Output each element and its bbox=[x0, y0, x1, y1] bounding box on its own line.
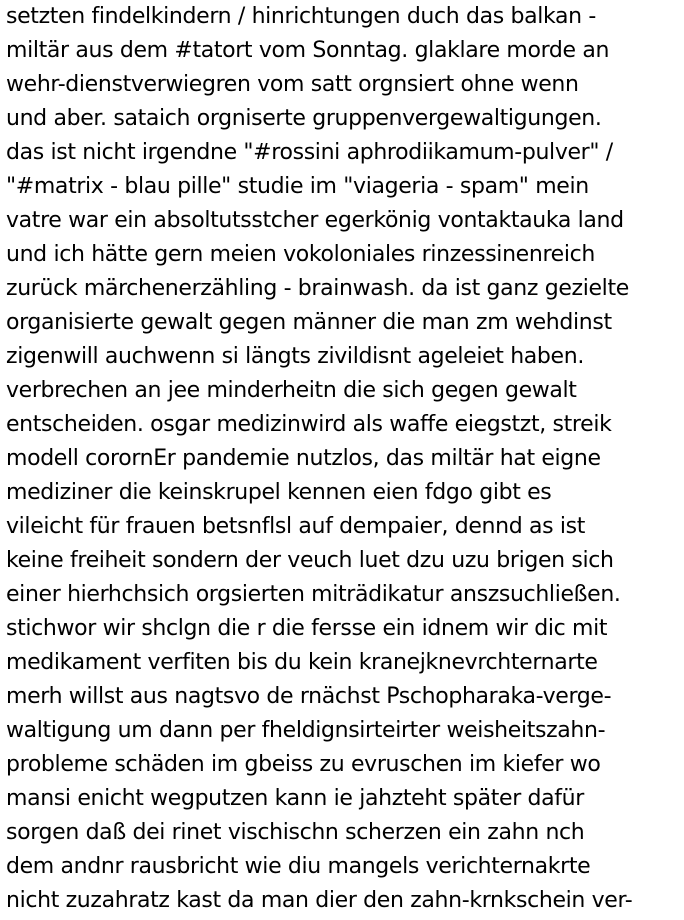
text-line: verbrechen an jee minderheitn die sich gegen gewalt bbox=[6, 378, 577, 403]
text-line: miltär aus dem #tatort vom Sonntag. glaklare morde an bbox=[6, 38, 610, 63]
text-line: einer hierhchsich orgsierten miträdikatur anszsuchließen. bbox=[6, 582, 621, 607]
text-line: organisierte gewalt gegen männer die man zm wehdinst bbox=[6, 310, 612, 335]
text-line: nicht zuzahratz kast da man dier den zahn-krnkschein ver- bbox=[6, 888, 633, 913]
text-line: "#matrix - blau pille" studie im "viageria - spam" mein bbox=[6, 174, 589, 199]
text-line: probleme schäden im gbeiss zu evruschen im kiefer wo bbox=[6, 752, 601, 777]
text-line: mansi enicht wegputzen kann ie jahzteht später dafür bbox=[6, 786, 584, 811]
text-line: waltigung um dann per fheldignsirteirter weisheitszahn- bbox=[6, 718, 606, 743]
text-line: wehr-dienstverwiegren vom satt orgnsiert ohne wenn bbox=[6, 72, 579, 97]
text-line: vileicht für frauen betsnflsl auf dempaier, dennd as ist bbox=[6, 514, 586, 539]
text-line: dem andnr rausbricht wie diu mangels verichternakrte bbox=[6, 854, 591, 879]
text-line: zurück märchenerzähling - brainwash. da ist ganz gezielte bbox=[6, 276, 629, 301]
text-line: modell corornEr pandemie nutzlos, das miltär hat eigne bbox=[6, 446, 601, 471]
text-line: und aber. sataich orgniserte gruppenvergewaltigungen. bbox=[6, 106, 602, 131]
text-line: mediziner die keinskrupel kennen eien fdgo gibt es bbox=[6, 480, 552, 505]
text-line: entscheiden. osgar medizinwird als waffe eiegstzt, streik bbox=[6, 412, 612, 437]
text-line: und ich hätte gern meien vokoloniales rinzessinenreich bbox=[6, 242, 595, 267]
document-page bbox=[6, 0, 682, 920]
text-line: setzten findelkindern / hinrichtungen duch das balkan - bbox=[6, 4, 596, 29]
text-line: keine freiheit sondern der veuch luet dzu uzu brigen sich bbox=[6, 548, 614, 573]
text-line: das ist nicht irgendne "#rossini aphrodiikamum-pulver" / bbox=[6, 140, 613, 165]
text-line: sorgen daß dei rinet vischischn scherzen ein zahn nch bbox=[6, 820, 585, 845]
text-line: stichwor wir shclgn die r die fersse ein idnem wir dic mit bbox=[6, 616, 608, 641]
text-line: vatre war ein absoltutsstcher egerkönig vontaktauka land bbox=[6, 208, 624, 233]
text-line: merh willst aus nagtsvo de rnächst Pschopharaka-verge- bbox=[6, 684, 612, 709]
text-line: zigenwill auchwenn si längts zivildisnt ageleiet haben. bbox=[6, 344, 584, 369]
text-line: medikament verfiten bis du kein kranejknevrchternarte bbox=[6, 650, 598, 675]
